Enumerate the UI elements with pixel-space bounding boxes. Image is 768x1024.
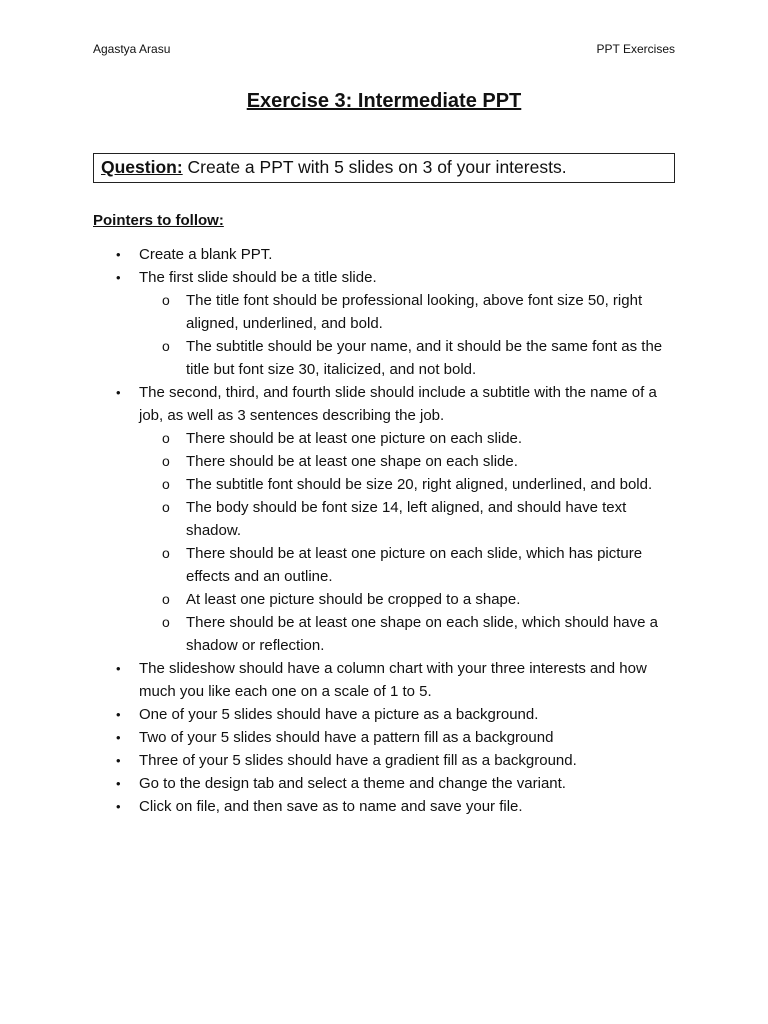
bullet-icon: • — [116, 707, 121, 722]
list-item — [0, 749, 674, 772]
bullet-icon: • — [116, 385, 121, 400]
question-box — [93, 153, 675, 183]
list-item — [0, 657, 674, 703]
sub-list-item — [0, 496, 676, 542]
list-item-text: Three of your 5 slides should have a gradient fill as a background. — [139, 752, 577, 769]
page-header — [93, 42, 675, 60]
sub-list-item — [0, 427, 676, 450]
bullet-icon: • — [116, 247, 121, 262]
question-text: Create a PPT with 5 slides on 3 of your interests. — [182, 157, 567, 177]
list-item-text: There should be at least one shape on each slide. — [186, 453, 518, 470]
sub-list-item — [0, 542, 676, 588]
list-item-text: There should be at least one picture on each slide, which has picture effects and an outline. — [186, 545, 643, 585]
pointers-heading: Pointers to follow: — [93, 212, 224, 229]
bullet-icon: • — [116, 776, 121, 791]
list-item-text: The subtitle should be your name, and it should be the same font as the title but font size 30, italicized, and not bold. — [186, 338, 663, 378]
sub-list-item — [0, 450, 676, 473]
list-item — [0, 266, 674, 289]
sub-list-item — [0, 473, 676, 496]
list-item-text: One of your 5 slides should have a picture as a background. — [139, 706, 539, 723]
bullet-icon: • — [116, 730, 121, 745]
list-item-text: The slideshow should have a column chart with your three interests and how much you like each one on a scale of 1 to 5. — [139, 660, 647, 700]
bullet-icon: • — [116, 799, 121, 814]
page-title: Exercise 3: Intermediate PPT — [246, 90, 522, 112]
sub-list-item — [0, 611, 676, 657]
list-item-text: Click on file, and then save as to name and save your file. — [139, 798, 523, 815]
list-item — [0, 381, 674, 427]
sub-bullet-icon: o — [162, 499, 170, 515]
list-item — [0, 726, 674, 749]
list-item-text: The second, third, and fourth slide should include a subtitle with the name of a job, as well as 3 sentences describing the job. — [139, 384, 657, 424]
list-item-text: The first slide should be a title slide. — [139, 269, 377, 286]
sub-bullet-icon: o — [162, 430, 170, 446]
sub-bullet-icon: o — [162, 476, 170, 492]
list-item-text: There should be at least one shape on each slide, which should have a shadow or reflection. — [186, 614, 658, 654]
list-item-text: Create a blank PPT. — [139, 246, 273, 263]
bullet-icon: • — [116, 270, 121, 285]
bullet-icon: • — [116, 661, 121, 676]
list-item — [0, 795, 674, 818]
sub-bullet-icon: o — [162, 614, 170, 630]
list-item-text: The title font should be professional looking, above font size 50, right aligned, underlined, and bold. — [186, 292, 643, 332]
sub-bullet-icon: o — [162, 545, 170, 561]
document-label: PPT Exercises — [596, 42, 675, 56]
list-item-text: At least one picture should be cropped to a shape. — [186, 591, 521, 608]
list-item — [0, 703, 674, 726]
sub-bullet-icon: o — [162, 338, 170, 354]
sub-list-item — [0, 335, 676, 381]
question-label: Question: — [101, 157, 183, 177]
sub-bullet-icon: o — [162, 453, 170, 469]
sub-list-item — [0, 588, 676, 611]
list-item — [0, 772, 674, 795]
list-item — [0, 243, 674, 266]
list-item-text: The subtitle font should be size 20, right aligned, underlined, and bold. — [186, 476, 653, 493]
list-item-text: Two of your 5 slides should have a pattern fill as a background — [139, 729, 554, 746]
bullet-icon: • — [116, 753, 121, 768]
pointers-list — [0, 243, 768, 818]
list-item-text: There should be at least one picture on each slide. — [186, 430, 523, 447]
sub-bullet-icon: o — [162, 292, 170, 308]
list-item-text: The body should be font size 14, left aligned, and should have text shadow. — [186, 499, 627, 539]
sub-list-item — [0, 289, 676, 335]
author-name: Agastya Arasu — [93, 42, 171, 56]
list-item-text: Go to the design tab and select a theme and change the variant. — [139, 775, 566, 792]
sub-bullet-icon: o — [162, 591, 170, 607]
